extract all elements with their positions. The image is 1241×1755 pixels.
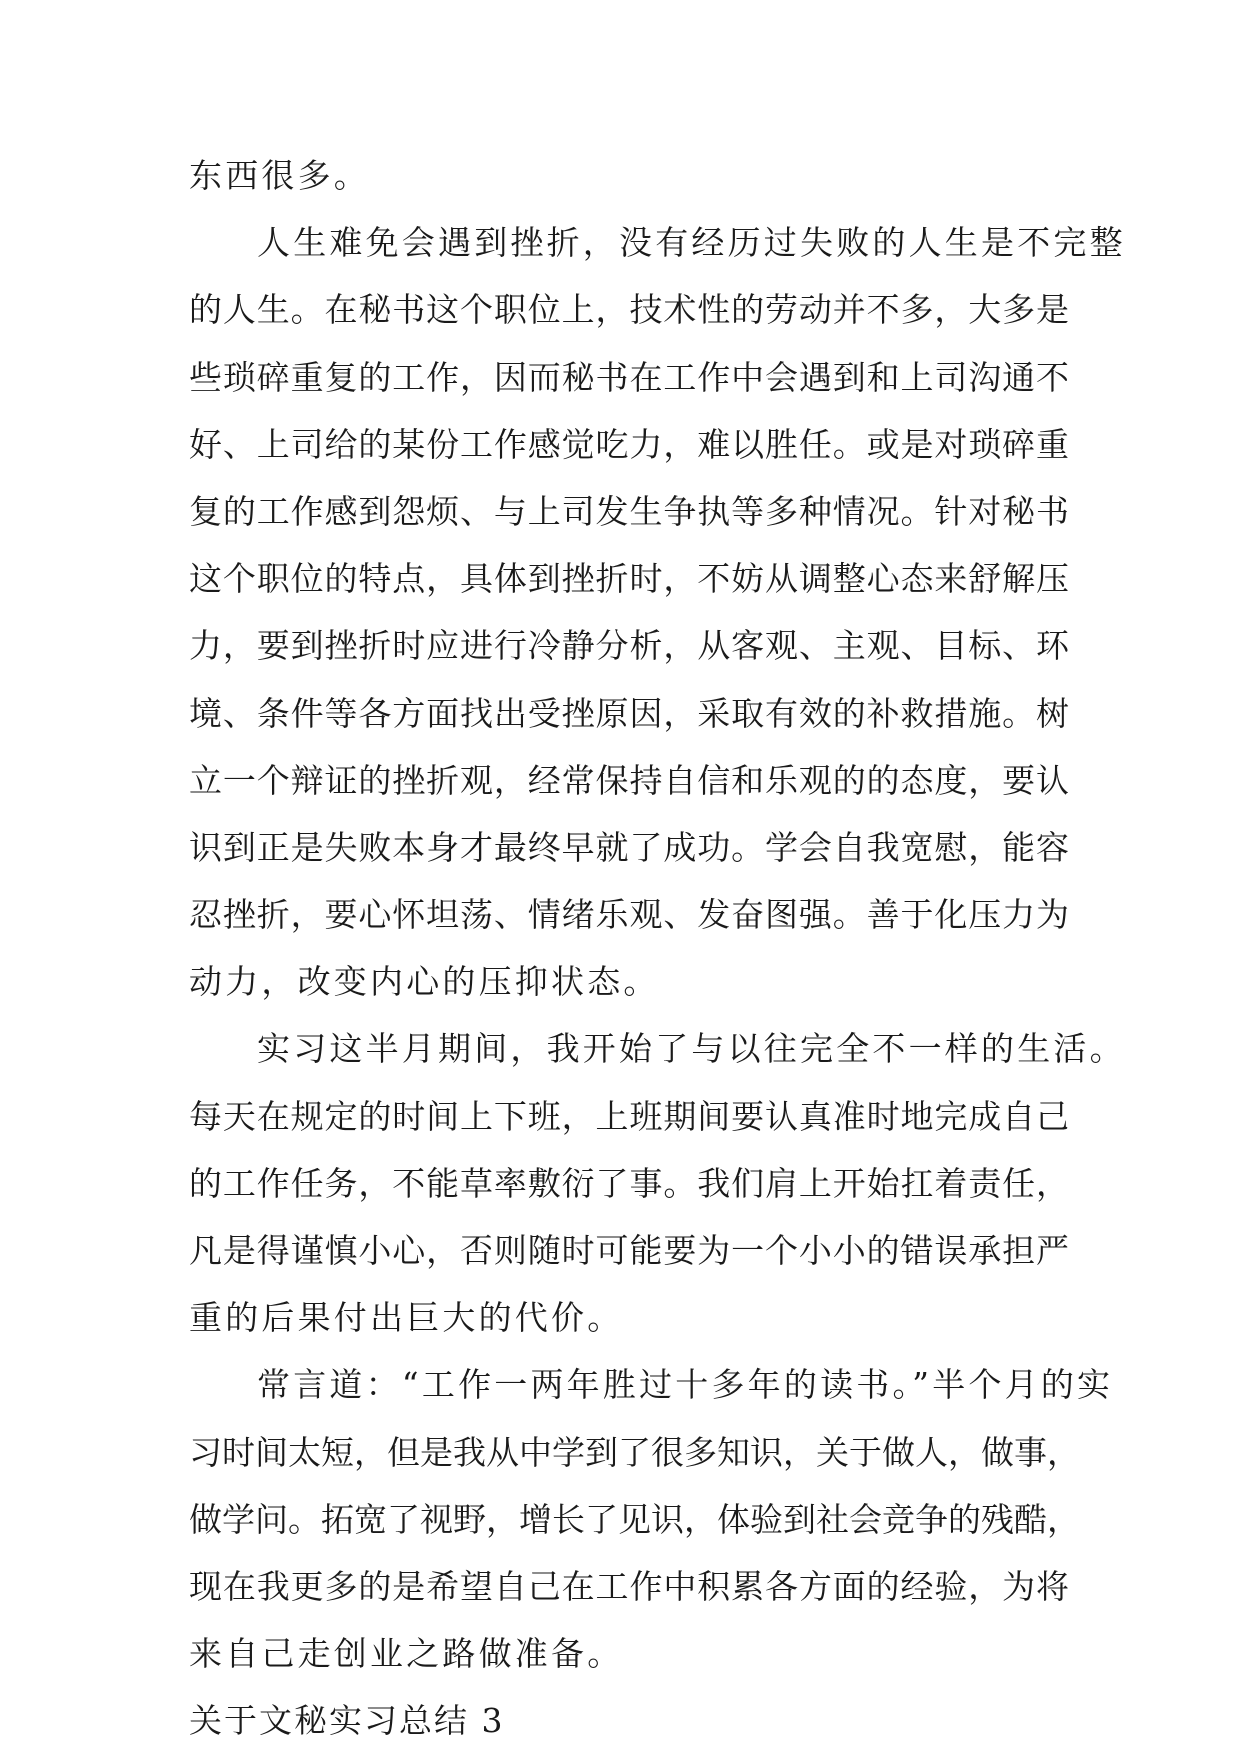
- paragraph-line: 动力，改变内心的压抑状态。: [189, 962, 660, 1002]
- document-body: [189, 142, 1126, 1755]
- paragraph-line: 力，要到挫折时应进行冷静分析，从客观、主观、目标、环: [189, 626, 1069, 666]
- paragraph-line: 的人生。在秘书这个职位上，技术性的劳动并不多，大多是: [189, 290, 1069, 330]
- paragraph-line: 习时间太短，但是我从中学到了很多知识，关于做人，做事，: [189, 1432, 1080, 1472]
- paragraph-line: 境、条件等各方面找出受挫原因，采取有效的补救措施。树: [189, 693, 1069, 733]
- paragraph-line: 现在我更多的是希望自己在工作中积累各方面的经验，为将: [189, 1566, 1069, 1606]
- paragraph-line: 识到正是失败本身才最终早就了成功。学会自我宽慰，能容: [189, 827, 1069, 867]
- paragraph-line: 忍挫折，要心怀坦荡、情绪乐观、发奋图强。善于化压力为: [189, 895, 1069, 935]
- paragraph-line: 做学问。拓宽了视野，增长了见识，体验到社会竞争的残酷，: [189, 1499, 1080, 1539]
- paragraph-line: 好、上司给的某份工作感觉吃力，难以胜任。或是对琐碎重: [189, 424, 1069, 464]
- paragraph-line: 常言道：“工作一两年胜过十多年的读书。”半个月的实: [257, 1365, 1114, 1405]
- paragraph-line: 实习这半月期间，我开始了与以往完全不一样的生活。: [257, 1029, 1126, 1069]
- paragraph-line: 来自己走创业之路做准备。: [189, 1634, 624, 1674]
- paragraph-line: 些琐碎重复的工作，因而秘书在工作中会遇到和上司沟通不: [189, 357, 1069, 397]
- paragraph-line: 的工作任务，不能草率敷衍了事。我们肩上开始扛着责任，: [189, 1163, 1069, 1203]
- section-heading: 关于文秘实习总结 3: [189, 1701, 505, 1741]
- paragraph-line: 东西很多。: [189, 156, 370, 195]
- paragraph-line: 复的工作感到怨烦、与上司发生争执等多种情况。针对秘书: [189, 491, 1069, 531]
- paragraph-line: 每天在规定的时间上下班，上班期间要认真准时地完成自己: [189, 1096, 1069, 1136]
- paragraph-line: 这个职位的特点，具体到挫折时，不妨从调整心态来舒解压: [189, 559, 1069, 599]
- paragraph-line: 人生难免会遇到挫折，没有经历过失败的人生是不完整: [257, 223, 1126, 263]
- paragraph-line: 重的后果付出巨大的代价。: [189, 1298, 624, 1338]
- paragraph-line: 立一个辩证的挫折观，经常保持自信和乐观的的态度，要认: [189, 760, 1069, 800]
- paragraph-line: 凡是得谨慎小心，否则随时可能要为一个小小的错误承担严: [189, 1231, 1069, 1270]
